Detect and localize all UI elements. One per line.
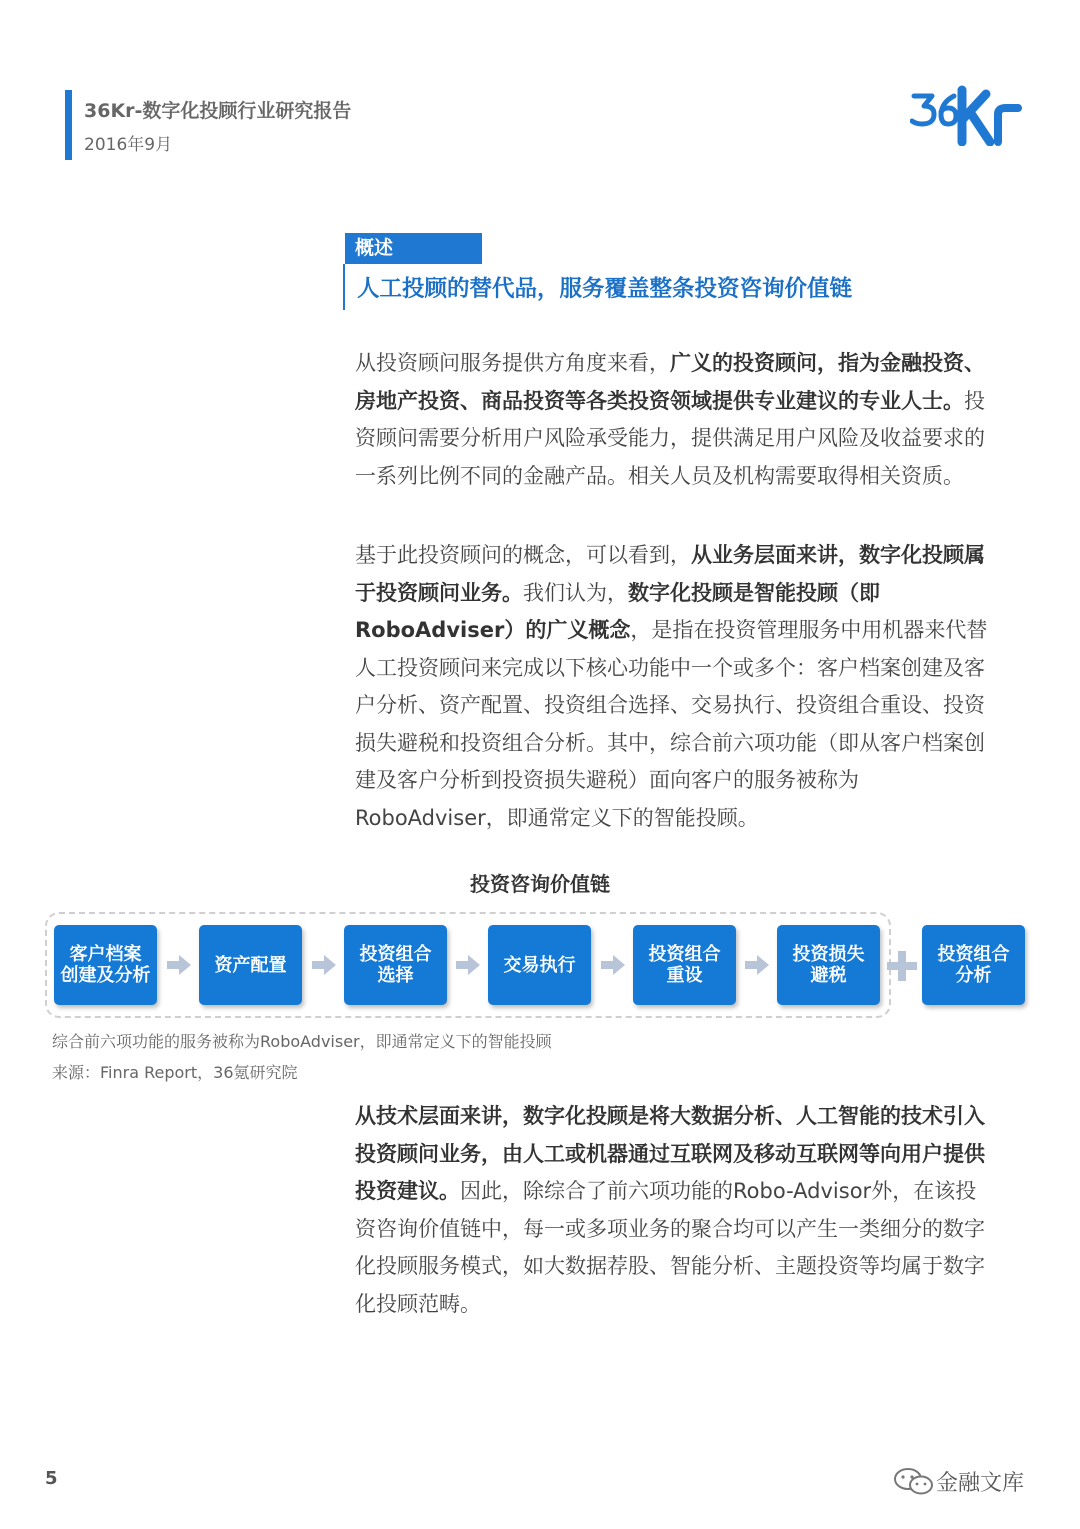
paragraph-2 (355, 537, 995, 837)
chain-arrow-icon (601, 955, 625, 975)
chain-title: 投资咨询价值链 (470, 872, 610, 896)
page-number: 5 (45, 1468, 58, 1489)
chain-step-asset-allocation: 资产配置 (199, 925, 302, 1005)
bold-run: 广义的投资顾问，指为金融投资、房地产投资、商品投资等各类投资领域提供专业建议的专业人士。 (355, 351, 985, 413)
paragraph-3 (355, 1098, 995, 1323)
bold-run: 数字化投顾是智能投顾（即RoboAdviser）的广义概念 (355, 580, 880, 642)
chain-step-portfolio-analysis: 投资组合 分析 (922, 925, 1025, 1005)
report-title: 36Kr-数字化投顾行业研究报告 (84, 100, 352, 122)
text-run: 投资顾问需要分析用户风险承受能力，提供满足用户风险及收益要求的一系列比例不同的金融产品。相关人员及机构需要取得相关资质。 (355, 388, 985, 488)
section-divider (343, 264, 345, 310)
text-run: 从投资顾问服务提供方角度来看， (355, 351, 670, 375)
report-date: 2016年9月 (84, 135, 173, 155)
chain-source: 来源：Finra Report，36氪研究院 (52, 1063, 298, 1082)
text-run: 因此，除综合了前六项功能的Robo-Advisor外，在该投资咨询价值链中，每一或多项业务的聚合均可以产生一类细分的数字化投顾服务模式，如大数据荐股、智能分析、主题投资等均属于数字化投顾范畴。 (355, 1179, 985, 1316)
chain-note: 综合前六项功能的服务被称为RoboAdviser，即通常定义下的智能投顾 (52, 1032, 552, 1051)
bold-run: 从技术层面来讲，数字化投顾是将大数据分析、人工智能的技术引入投资顾问业务，由人工或机器通过互联网及移动互联网等向用户提供投资建议。 (355, 1104, 985, 1203)
chain-arrow-icon (167, 955, 191, 975)
section-tag: 概述 (345, 233, 482, 264)
header-accent-bar (65, 90, 72, 160)
wechat-icon (893, 1466, 935, 1496)
bold-run: 从业务层面来讲，数字化投顾属于投资顾问业务。 (355, 543, 985, 605)
chain-step-tax-loss-harvesting: 投资损失 避税 (777, 925, 880, 1005)
watermark-text: 金融文库 (936, 1471, 1025, 1496)
chain-step-portfolio-rebalance: 投资组合 重设 (633, 925, 736, 1005)
chain-step-profile-analysis: 客户档案 创建及分析 (54, 925, 157, 1005)
text-run: 我们认为， (523, 580, 628, 605)
chain-step-trade-execution: 交易执行 (488, 925, 591, 1005)
chain-step-portfolio-selection: 投资组合 选择 (344, 925, 447, 1005)
section-title: 人工投顾的替代品，服务覆盖整条投资咨询价值链 (357, 276, 853, 302)
text-run: 基于此投资顾问的概念，可以看到， (355, 543, 691, 567)
36kr-logo (910, 82, 1022, 146)
chain-arrow-icon (745, 955, 769, 975)
text-run: ，是指在投资管理服务中用机器来代替人工投资顾问来完成以下核心功能中一个或多个：客户档案创建及客户分析、资产配置、投资组合选择、交易执行、投资组合重设、投资损失避税和投资组合分析。其中，综合前六项功能（即从客户档案创建及客户分析到投资损失避税）面向客户的服务被称为RoboAdviser，即通常定义下的智能投顾。 (355, 618, 988, 830)
plus-icon (887, 951, 917, 981)
chain-arrow-icon (312, 955, 336, 975)
paragraph-1 (355, 345, 995, 495)
chain-arrow-icon (456, 955, 480, 975)
